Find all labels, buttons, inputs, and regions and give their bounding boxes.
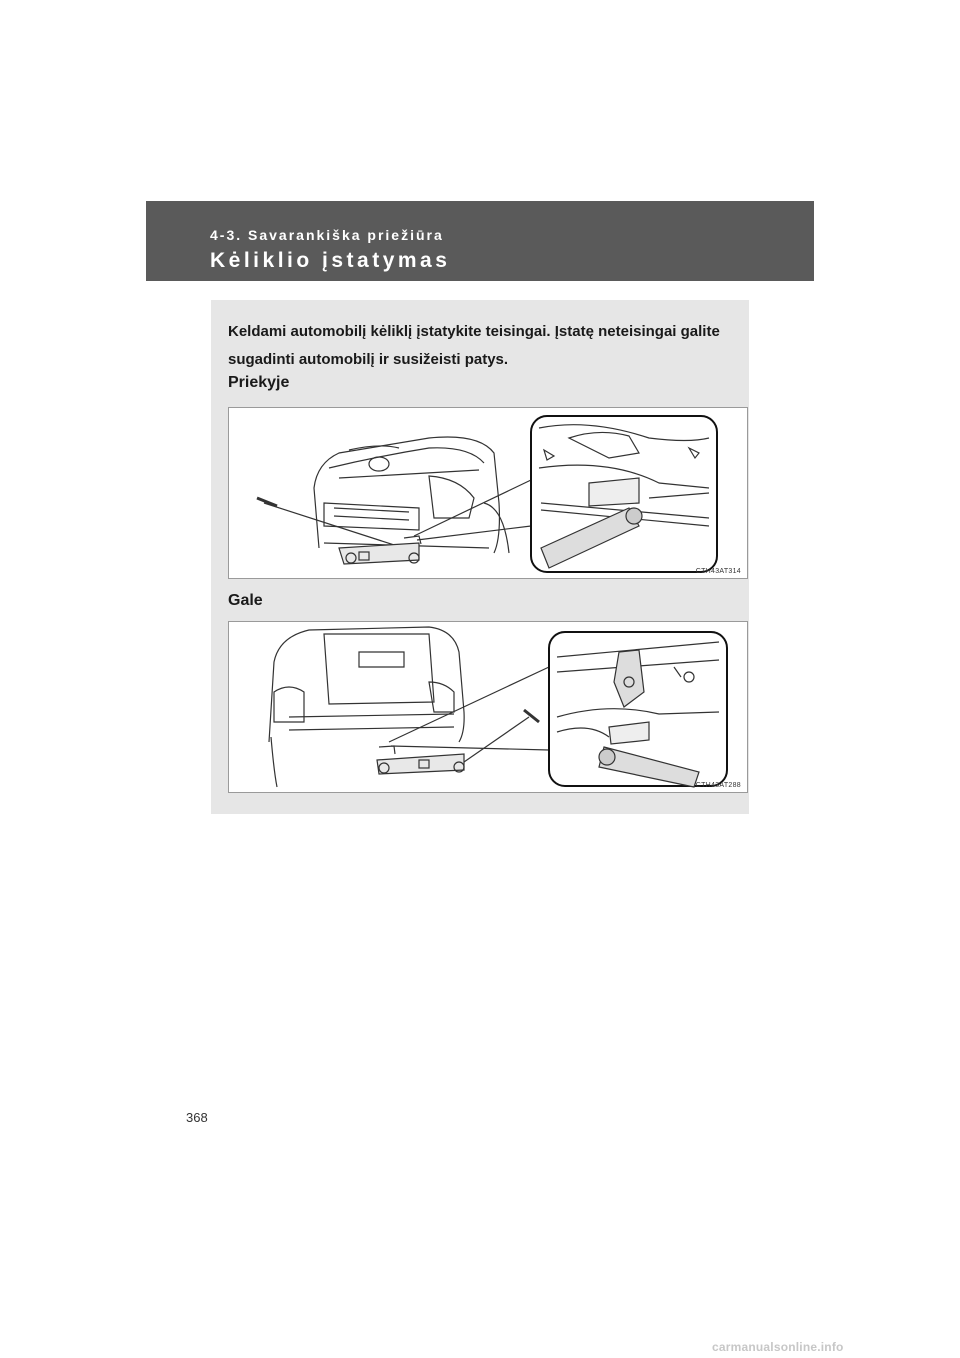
front-figure-code: CTH43AT314 [695,568,741,575]
rear-jack-illustration [229,622,748,793]
chapter-header [146,201,814,281]
rear-jack-figure [228,621,748,793]
section-label: 4-3. Savarankiška priežiūra [210,227,444,243]
front-jack-figure [228,407,748,579]
watermark: carmanualsonline.info [712,1340,844,1354]
content-panel [211,300,749,814]
page-title: Kėliklio įstatymas [210,249,451,272]
intro-text: Keldami automobilį kėliklį įstatykite teisingai. Įstatę neteisingai galite sugadinti automobilį ir susižeisti patys. [228,323,720,368]
page-number: 368 [186,1110,208,1125]
front-jack-illustration [229,408,748,579]
rear-figure-code: CTH43AT288 [695,782,741,789]
front-heading: Priekyje [228,374,290,391]
rear-heading: Gale [228,592,263,609]
